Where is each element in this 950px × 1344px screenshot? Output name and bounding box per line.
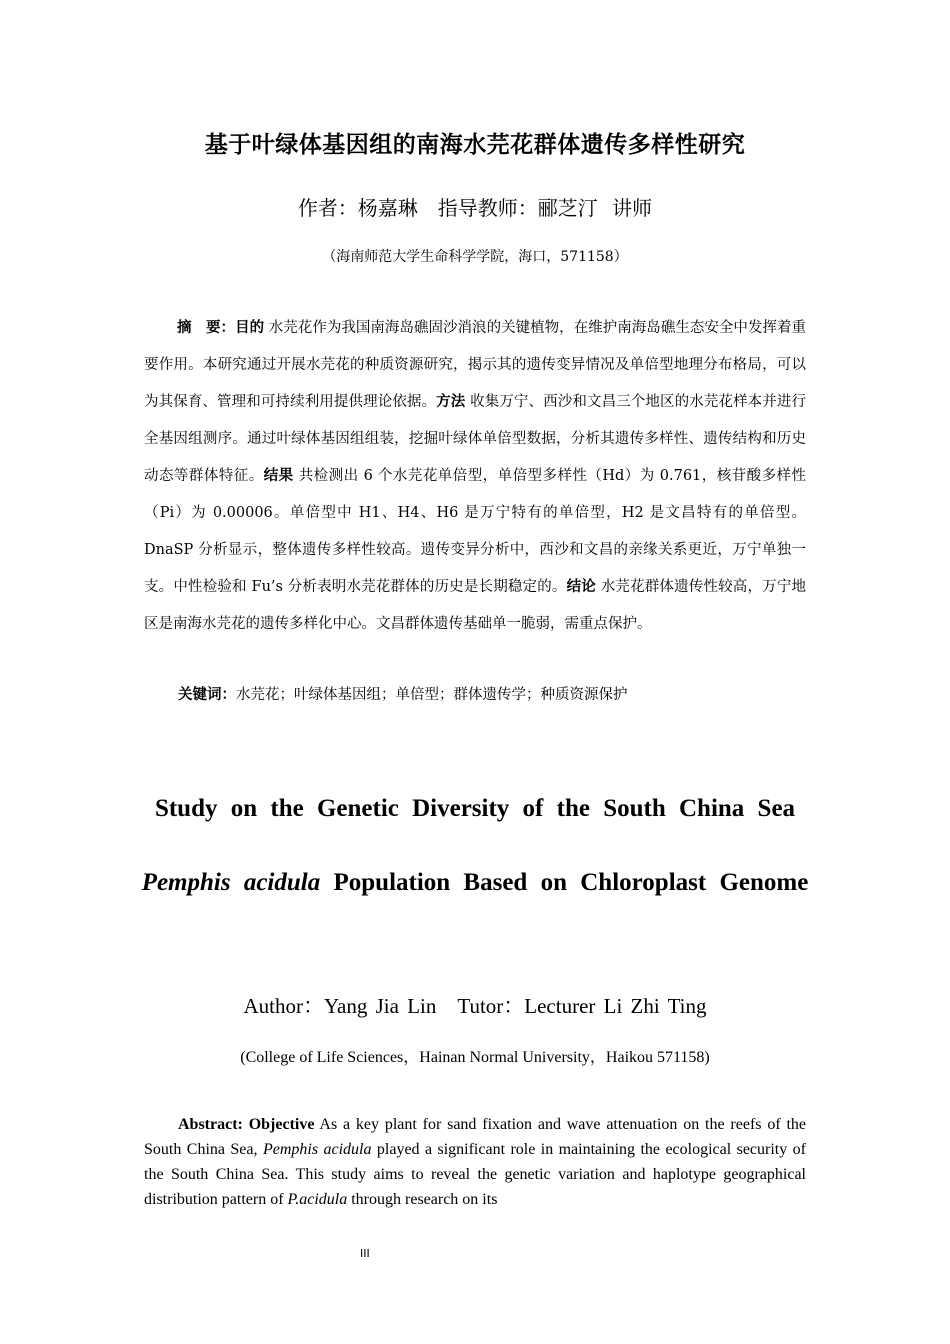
chinese-keywords	[178, 684, 628, 706]
english-abstract-text-1: As a key plant for sand fixation and wave attenuation on the reefs of the South China Sea,	[144, 1116, 807, 1158]
english-abstract-text-2: played a significant role in maintaining the ecological security of the South China Sea. This study aims to reveal the genetic variation and haplotype geographical distribution pattern of	[144, 1141, 807, 1208]
english-abstract-label: Abstract:	[178, 1116, 243, 1133]
english-affiliation: (College of Life Sciences，Hainan Normal University，Haikou 571158)	[240, 1049, 710, 1066]
conclusion-text: 水芫花群体遗传性较高，万宁地区是南海水芫花的遗传多样化中心。文昌群体遗传基础单一脆弱，需重点保护。	[144, 579, 807, 632]
page-number: III	[360, 1247, 370, 1260]
chinese-author-line: 作者：杨嘉琳 指导教师：郦芝汀 讲师	[297, 196, 653, 220]
objective-text: 水芫花作为我国南海岛礁固沙消浪的关键植物，在维护南海岛礁生态安全中发挥着重要作用。本研究通过开展水芫花的种质资源研究，揭示其的遗传变异情况及单倍型地理分布格局，可以为其保育、管理和可持续利用提供理论依据。	[144, 320, 807, 410]
english-abstract-text-3: through research on its	[347, 1191, 498, 1208]
english-title-part1: Study on the Genetic Diversity of the South China Sea	[154, 795, 796, 822]
english-objective-label: Objective	[242, 1116, 315, 1133]
english-species-name-1: Pemphis acidula	[262, 1141, 372, 1158]
english-species-name-2: P.acidula	[287, 1191, 348, 1208]
english-title-part2: Population Based on Chloroplast Genome	[320, 869, 809, 896]
english-abstract	[144, 1112, 806, 1212]
abstract-label: 摘 要：	[177, 320, 236, 336]
conclusion-label: 结论	[566, 579, 596, 595]
keywords-label: 关键词：	[178, 687, 236, 703]
english-title	[140, 772, 810, 920]
chinese-affiliation: （海南师范大学生命科学学院，海口，571158）	[322, 249, 628, 265]
keywords-text: 水芫花；叶绿体基因组；单倍型；群体遗传学；种质资源保护	[236, 687, 628, 703]
methods-text: 收集万宁、西沙和文昌三个地区的水芫花样本并进行全基因组测序。通过叶绿体基因组组装，挖掘叶绿体单倍型数据，分析其遗传多样性、遗传结构和历史动态等群体特征。	[144, 394, 806, 484]
objective-label: 目的	[235, 320, 265, 336]
english-author-line: Author：Yang Jia Lin Tutor：Lecturer Li Zhi Ting	[243, 994, 707, 1018]
english-title-species: Pemphis acidula	[141, 869, 321, 896]
chinese-abstract	[144, 310, 806, 643]
chinese-title: 基于叶绿体基因组的南海水芫花群体遗传多样性研究	[204, 132, 746, 158]
results-text: 共检测出 6 个水芫花单倍型，单倍型多样性（Hd）为 0.761，核苷酸多样性（Pi）为 0.00006。单倍型中 H1、H4、H6 是万宁特有的单倍型，H2 是文昌特有的单倍型。DnaSP 分析显示，整体遗传多样性较高。遗传变异分析中，西沙和文昌的亲缘关系更近，万宁单独一支。中性检验和 Fu’s 分析表明水芫花群体的历史是长期稳定的。	[144, 468, 807, 595]
methods-label: 方法	[436, 394, 466, 410]
results-label: 结果	[263, 468, 294, 484]
